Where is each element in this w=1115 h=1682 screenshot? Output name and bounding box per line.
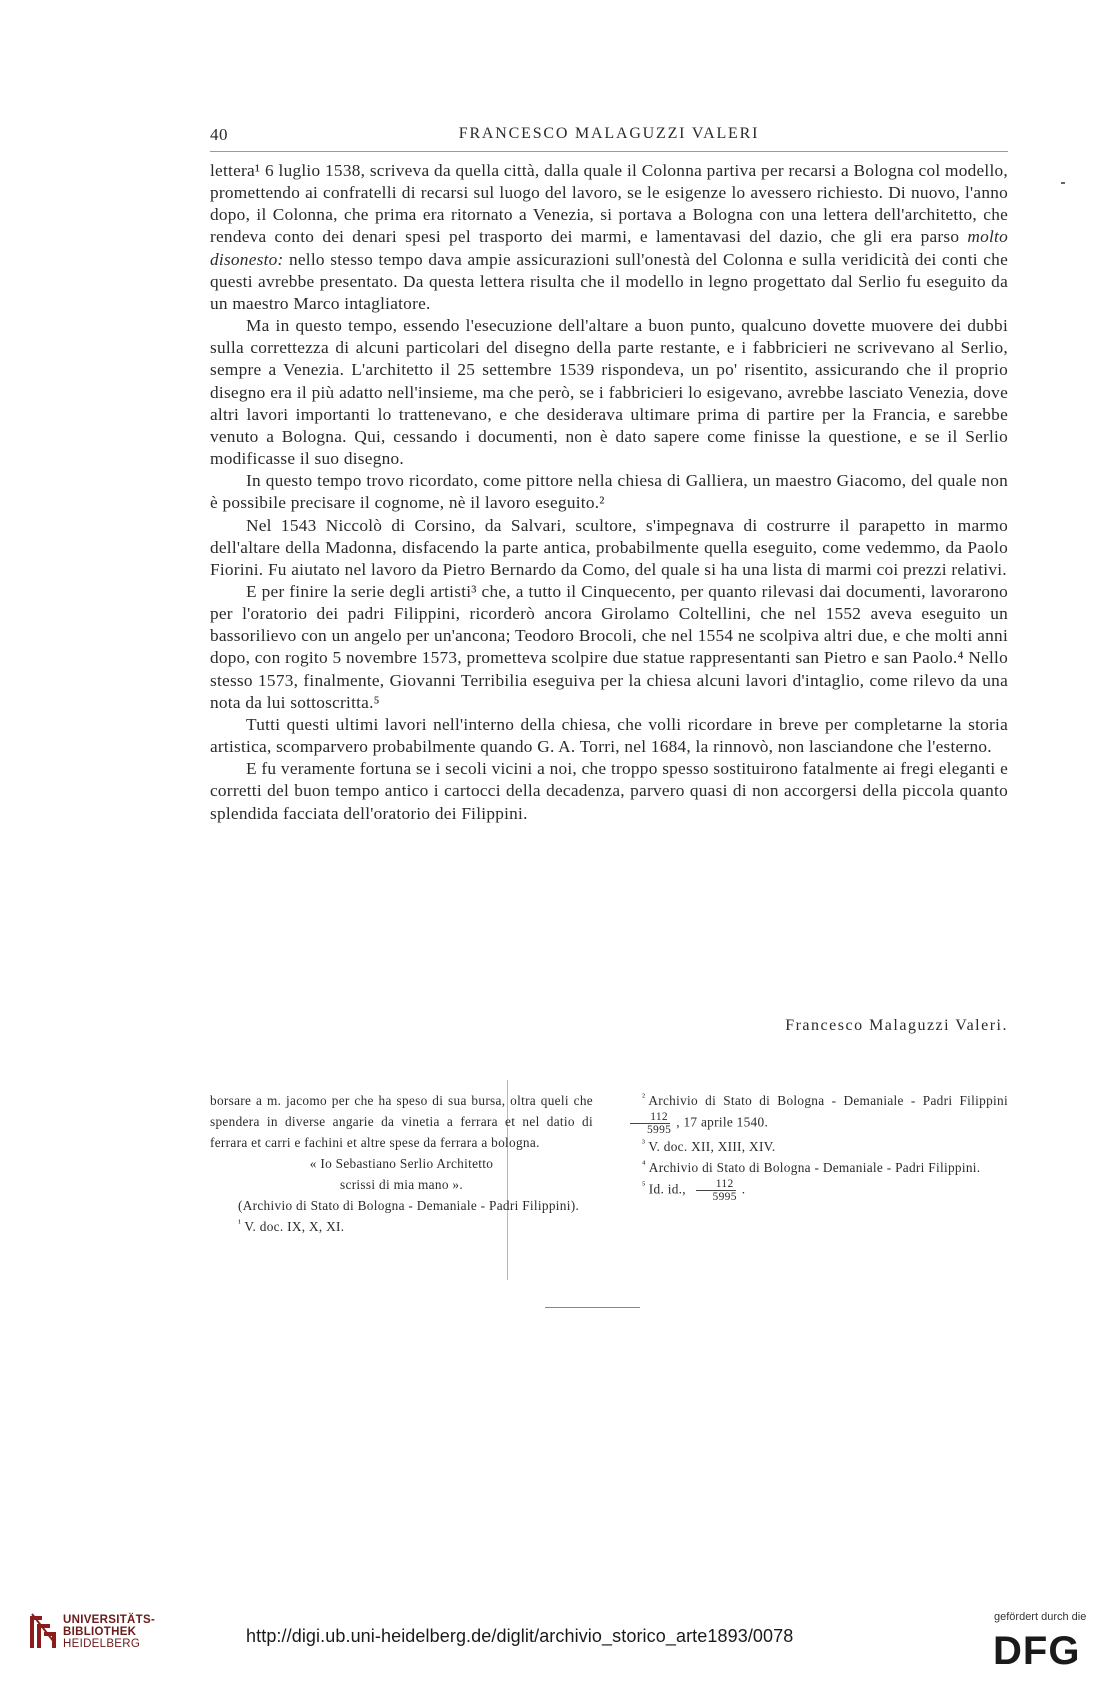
paragraph-2: Ma in questo tempo, essendo l'esecuzione dell'altare a buon punto, qualcuno dovette muovere dei dubbi sulla correttezza di alcuni particolari del disegno della parte restante, e i fabbricieri ne scrivevano al Serlio, sempre a Venezia. L'architetto il 25 settembre 1539 rispondeva, un po' risentito, assicurando che il proprio disegno era il più adatto nell'insieme, ma che però, se i fabbricieri lo esigevano, avrebbe lasciato Venezia, dove altri lavori importanti lo trattenevano, e che desiderava ultimare prima di partire per la Francia, e sarebbe venuto a Bologna. Qui, cessando i documenti, non è dato sapere come finisse la questione, e se il Serlio modificasse il suo disegno. — [210, 316, 1008, 469]
footnote-2-text: Archivio di Stato di Bologna - Demaniale - Padri Filippini — [648, 1093, 1008, 1108]
footnotes-left-column — [210, 1090, 593, 1237]
footnotes-right-column — [624, 1090, 1008, 1203]
footnote-2-fraction — [627, 1111, 673, 1136]
author-signature: Francesco Malaguzzi Valeri. — [785, 1017, 1008, 1034]
footnote-2-date: , 17 aprile 1540. — [676, 1114, 769, 1130]
body-text — [210, 160, 1008, 825]
footnote-quote-signature-1: « Io Sebastiano Serlio Architetto — [309, 1156, 494, 1171]
footnote-3-mark: ³ — [642, 1137, 646, 1149]
university-library-name — [63, 1614, 155, 1650]
footnote-quote-signature-2: scrissi di mia mano ». — [340, 1177, 463, 1192]
paragraph-1-end: nello stesso tempo dava ampie assicurazioni sull'onestà del Colonna e sulla veridicità dei conti che questi avrebbe presentato. Da questa lettera risulta che il modello in legno progettato dal Serlio fu eseguito da un maestro Marco intagliatore. — [210, 249, 1008, 313]
paragraph-5: E per finire la serie degli artisti³ che, a tutto il Cinquecento, per quanto rilevasi dai documenti, lavorarono per l'oratorio dei padri Filippini, ricorderò ancora Girolamo Coltellini, che nel 1552 aveva eseguito un bassorilievo con un angelo per un'ancona; Teodoro Brocoli, che nel 1554 ne scolpiva altri due, e che molti anni dopo, con rogito 5 novembre 1573, prometteva scolpire due statue rappresentanti san Pietro e san Paolo.⁴ Nello stesso 1573, finalmente, Giovanni Terribilia eseguiva per la chiesa alcuni lavori d'intaglio, come rilevo da una nota da lui sottoscritta.⁵ — [210, 581, 1008, 712]
edge-mark — [1061, 182, 1065, 184]
paragraph-1-italic: molto disonesto: — [210, 227, 1008, 269]
digitization-footer — [0, 1585, 1115, 1682]
bottom-rule — [545, 1307, 640, 1308]
footnote-4-mark: ⁴ — [642, 1158, 646, 1170]
funding-note: gefördert durch die — [994, 1611, 1087, 1623]
paragraph-7: E fu veramente fortuna se i secoli vicini a noi, che troppo spesso sostituirono fatalmente ai fregi eleganti e corretti del buon tempo antico i cartocci della decadenza, parvero quasi di non accorgersi della piccola quanto splendida facciata dell'oratorio dei Filippini. — [210, 759, 1008, 823]
footnote-5-mark: ⁵ — [642, 1180, 646, 1192]
header-rule — [210, 151, 1008, 152]
footnote-quote: borsare a m. jacomo per che ha speso di sua bursa, oltra queli che spendera in diverse angarie da vinetia a ferrara et nel datio di ferrara et carri e fachini et altre spese da ferrara a bologna. — [210, 1093, 593, 1150]
permalink-url[interactable]: http://digi.ub.uni-heidelberg.de/diglit/archivio_storico_arte1893/0078 — [246, 1626, 794, 1646]
dfg-logo: DFG — [993, 1629, 1081, 1673]
footnote-4-text: Archivio di Stato di Bologna - Demaniale - Padri Filippini. — [648, 1160, 981, 1175]
footnote-5-denominator: 5995 — [712, 1191, 737, 1203]
paragraph-3: In questo tempo trovo ricordato, come pittore nella chiesa di Galliera, un maestro Giacomo, del quale non è possibile precisare il cognome, nè il lavoro eseguito.² — [210, 471, 1008, 513]
footnote-5-numerator: 112 — [696, 1178, 736, 1191]
footnote-2-numerator: 112 — [630, 1111, 670, 1124]
library-name-line-1: UNIVERSITÄTS- — [63, 1614, 156, 1626]
university-library-logo-icon — [28, 1612, 58, 1652]
page-header — [210, 125, 1008, 151]
footnote-1-text: V. doc. IX, X, XI. — [244, 1219, 345, 1234]
library-name-line-2: BIBLIOTHEK — [63, 1626, 137, 1638]
page-number: 40 — [210, 125, 228, 144]
footnote-1 — [210, 1216, 593, 1237]
paragraph-4: Nel 1543 Niccolò di Corsino, da Salvari, scultore, s'impegnava di costrurre il parapetto in marmo dell'altare della Madonna, disfacendo la parte antica, probabilmente quella eseguito, come vedemmo, da Paolo Fiorini. Fu aiutato nel lavoro da Pietro Bernardo da Como, del quale si ha una lista di marmi coi prezzi relativi. — [210, 515, 1008, 579]
footnote-source: (Archivio di Stato di Bologna - Demaniale - Padri Filippini). — [238, 1198, 580, 1213]
library-name-line-3: HEIDELBERG — [63, 1638, 141, 1650]
footnote-4 — [624, 1157, 1008, 1178]
footnote-2 — [624, 1090, 1008, 1136]
footnote-5 — [624, 1178, 1008, 1203]
footnote-3 — [624, 1136, 1008, 1157]
running-head: FRANCESCO MALAGUZZI VALERI — [458, 125, 760, 142]
footnote-2-mark: ² — [642, 1091, 646, 1103]
footnote-3-text: V. doc. XII, XIII, XIV. — [648, 1139, 776, 1154]
paragraph-1 — [210, 160, 1008, 315]
footnote-2-denominator: 5995 — [647, 1124, 672, 1136]
paragraph-1-text: lettera¹ 6 luglio 1538, scriveva da quella città, dalla quale il Colonna partiva per recarsi a Bologna col modello, promettendo ai confratelli di recarsi sul luogo del lavoro, se le esigenze lo avessero richiesto. Di nuovo, l'anno dopo, il Colonna, che prima era ritornato a Venezia, si portava a Bologna con una lettera dell'architetto, che rendeva conto dei denari spesi pel trasporto dei marmi, e lamentavasi del dazio, che gli era parso — [210, 161, 1008, 247]
footnote-5-text: Id. id., — [648, 1181, 686, 1197]
footnote-1-mark: ¹ — [238, 1217, 242, 1229]
footnote-5-end: . — [741, 1181, 746, 1197]
footnote-5-fraction — [693, 1178, 739, 1203]
paragraph-6: Tutti questi ultimi lavori nell'interno della chiesa, che volli ricordare in breve per completarne la storia artistica, scomparvero probabilmente quando G. A. Torri, nel 1684, la rinnovò, non lasciandone che l'esterno. — [210, 714, 1008, 757]
